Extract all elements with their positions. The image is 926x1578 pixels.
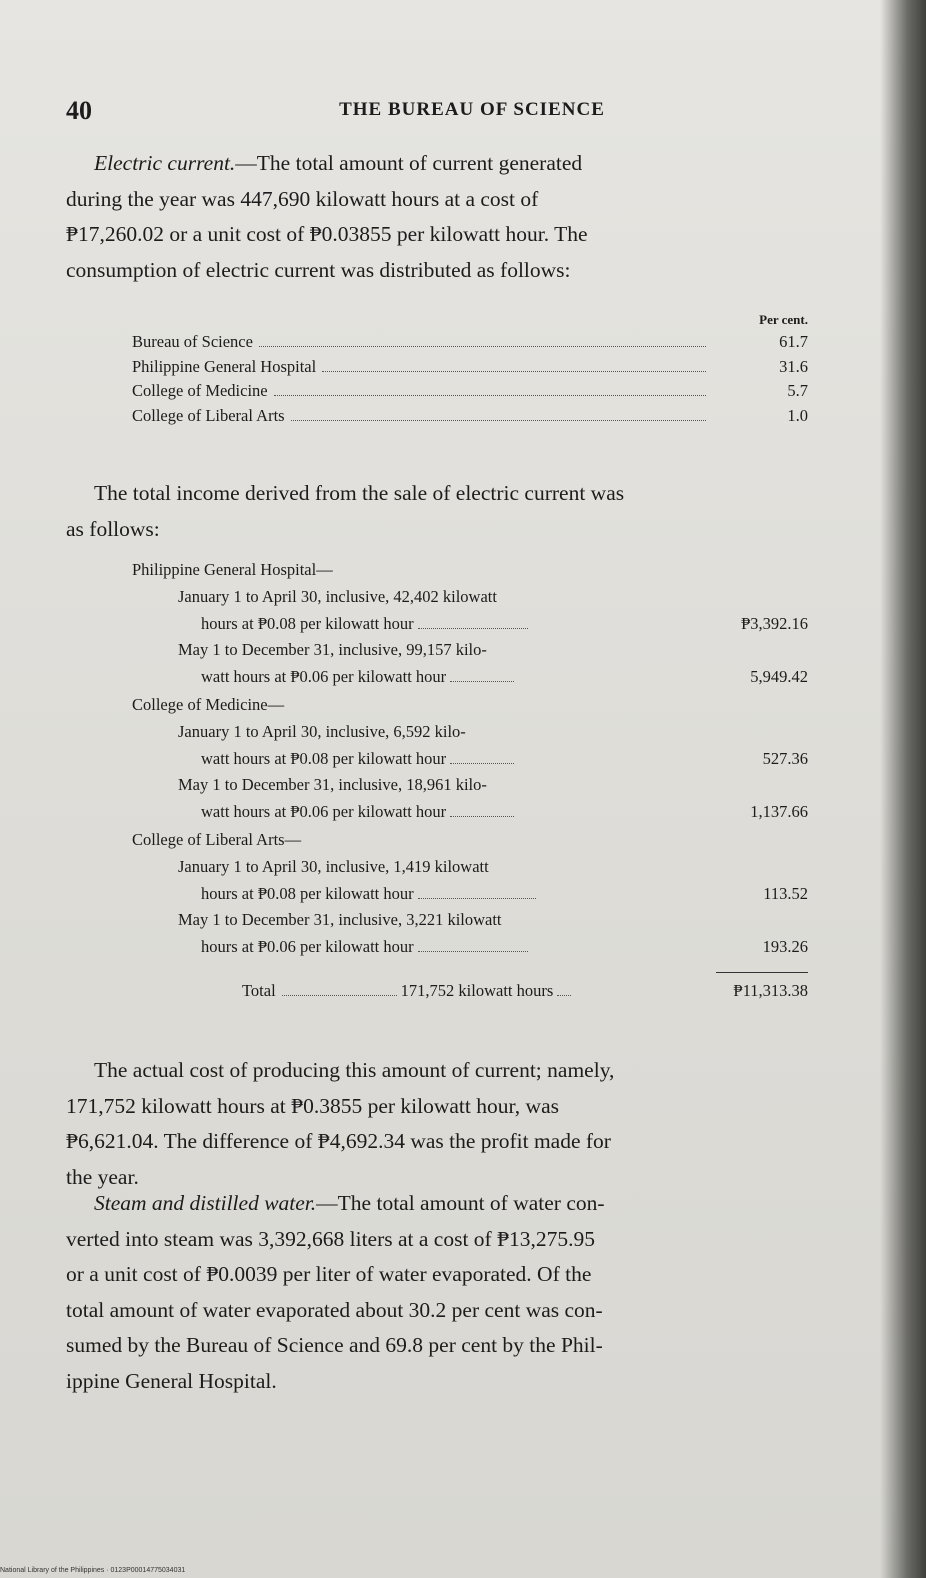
list-item: January 1 to April 30, inclusive, 1,419 kilowatt hours at ₱0.08 per kilowatt hour 113.52 — [178, 857, 808, 903]
section-title: College of Liberal Arts— — [132, 830, 302, 849]
table-row: College of Medicine 5.7 — [132, 381, 808, 400]
list-item: January 1 to April 30, inclusive, 42,402 kilowatt hours at ₱0.08 per kilowatt hour ₱3,392.16 — [178, 587, 808, 633]
page-edge-shadow — [880, 0, 926, 1578]
income-table — [132, 555, 808, 1001]
list-item: January 1 to April 30, inclusive, 6,592 kilo- watt hours at ₱0.08 per kilowatt hour 527.36 — [178, 722, 808, 768]
sum-rule — [716, 972, 808, 973]
list-item: May 1 to December 31, inclusive, 3,221 kilowatt hours at ₱0.06 per kilowatt hour 193.26 — [178, 910, 808, 956]
paragraph-steam-water: Steam and distilled water.—The total amount of water con- verted into steam was 3,392,668 liters at a cost of ₱13,275.95 or a unit cost of ₱0.0039 per liter of water evaporated. Of the total amount of water evaporated about 30.2 per cent was con- sumed by the Bureau of Science and 69.8 per cent by the Phil- ippine General Hospital. — [66, 1191, 605, 1393]
page-number: 40 — [66, 96, 92, 125]
table-row: Philippine General Hospital 31.6 — [132, 356, 808, 376]
list-item: May 1 to December 31, inclusive, 18,961 kilo- watt hours at ₱0.06 per kilowatt hour 1,137.66 — [178, 775, 808, 821]
total-row: Total 171,752 kilowatt hours ₱11,313.38 — [242, 981, 808, 1000]
section-title: College of Medicine— — [132, 695, 285, 714]
paragraph-electric-current: Electric current.—The total amount of current generated during the year was 447,690 kilowatt hours at a cost of ₱17,260.02 or a unit cost of ₱0.03855 per kilowatt hour. The consumption of electric current was distributed as follows: — [66, 151, 588, 282]
distribution-table — [132, 312, 808, 430]
column-header: Per cent. — [759, 312, 808, 327]
page-header — [66, 96, 878, 126]
library-footer-note: National Library of the Philippines · 0123P00014775034031 — [0, 1567, 186, 1574]
paragraph-actual-cost: The actual cost of producing this amount of current; namely, 171,752 kilowatt hours at ₱0.3855 per kilowatt hour, was ₱6,621.04. The difference of ₱4,692.34 was the profit made for the year. — [66, 1058, 615, 1189]
list-item: May 1 to December 31, inclusive, 99,157 kilo- watt hours at ₱0.06 per kilowatt hour 5,949.42 — [178, 640, 808, 686]
paragraph-income-intro: The total income derived from the sale of electric current was as follows: — [66, 481, 625, 541]
running-head: THE BUREAU OF SCIENCE — [339, 99, 605, 120]
section-title: Philippine General Hospital— — [132, 560, 333, 579]
table-row: College of Liberal Arts 1.0 — [132, 405, 808, 425]
paragraph-lead: Electric current. — [94, 151, 236, 175]
paragraph-lead: Steam and distilled water. — [94, 1191, 317, 1215]
table-row: Bureau of Science 61.7 — [132, 332, 808, 351]
